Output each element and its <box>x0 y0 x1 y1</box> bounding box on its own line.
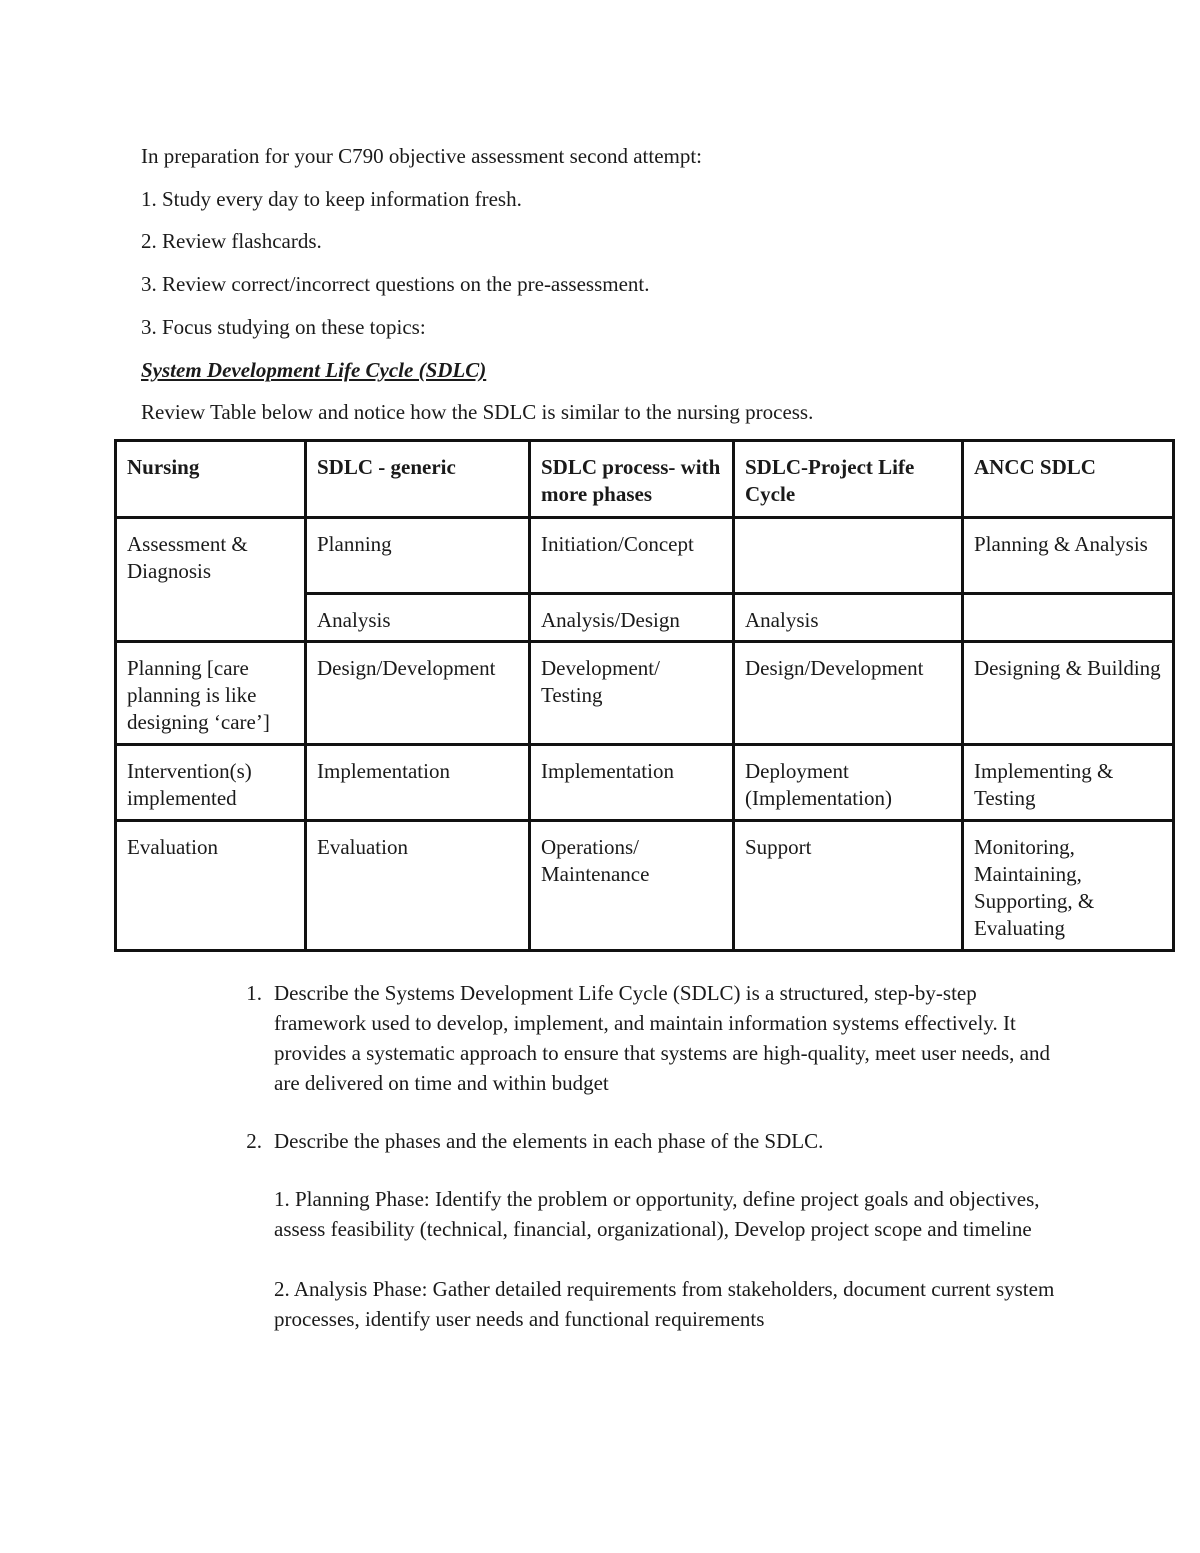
table-cell: Evaluation <box>116 821 306 951</box>
phase-item: 1. Planning Phase: Identify the problem or opportunity, define project goals and objectives, assess feasibility (technical, financial, organizational), Develop project scope and timeline <box>274 1187 1040 1241</box>
table-cell: Operations/ Maintenance <box>530 821 734 951</box>
table-cell <box>963 594 1174 642</box>
table-cell: Support <box>734 821 963 951</box>
table-cell: Evaluation <box>306 821 530 951</box>
header-cell-sdlc-generic: SDLC - generic <box>306 441 530 518</box>
table-cell: Planning [care planning is like designing ‘care’] <box>116 642 306 745</box>
table-intro-text: Review Table below and notice how the SDLC is similar to the nursing process. <box>141 400 814 424</box>
table-cell: Intervention(s) implemented <box>116 745 306 821</box>
question-text: Describe the Systems Development Life Cycle (SDLC) is a structured, step-by-step framework used to develop, implement, and maintain information systems effectively. It provides a systematic approach to ensure that systems are high-quality, meet user needs, and are delivered on time and within budget <box>274 981 1050 1095</box>
step-item: 2. Review flashcards. <box>141 229 322 253</box>
table-cell: Designing & Building <box>963 642 1174 745</box>
table-cell: Deployment (Implementation) <box>734 745 963 821</box>
table-cell: Implementation <box>530 745 734 821</box>
table-row <box>116 518 1174 594</box>
header-cell-sdlc-process: SDLC process- with more phases <box>530 441 734 518</box>
table-cell: Planning <box>306 518 530 594</box>
table-cell: Planning & Analysis <box>963 518 1174 594</box>
table-cell: Development/ Testing <box>530 642 734 745</box>
table-cell: Design/Development <box>306 642 530 745</box>
intro-text: In preparation for your C790 objective assessment second attempt: <box>141 144 703 168</box>
question-item <box>232 978 1062 1098</box>
question-number: 2. <box>246 1129 262 1153</box>
question-number: 1. <box>246 981 262 1005</box>
section-heading: System Development Life Cycle (SDLC) <box>141 358 487 382</box>
table-row <box>116 745 1174 821</box>
question-item <box>232 1126 1062 1156</box>
table-cell <box>734 518 963 594</box>
table-row <box>116 642 1174 745</box>
table-cell: Implementing & Testing <box>963 745 1174 821</box>
phase-item: 2. Analysis Phase: Gather detailed requirements from stakeholders, document current system processes, identify user needs and functional requirements <box>274 1277 1055 1331</box>
header-cell-ancc-sdlc: ANCC SDLC <box>963 441 1174 518</box>
table-row <box>116 821 1174 951</box>
table-cell: Analysis <box>306 594 530 642</box>
step-item: 1. Study every day to keep information fresh. <box>141 187 522 211</box>
table-cell: Analysis/Design <box>530 594 734 642</box>
sdlc-comparison-table <box>114 439 1175 952</box>
step-item: 3. Focus studying on these topics: <box>141 315 426 339</box>
table-cell: Assessment & Diagnosis <box>116 518 306 642</box>
table-cell: Analysis <box>734 594 963 642</box>
header-cell-nursing: Nursing <box>116 441 306 518</box>
table-cell: Initiation/Concept <box>530 518 734 594</box>
header-cell-sdlc-project-life-cycle: SDLC-Project Life Cycle <box>734 441 963 518</box>
table-cell: Monitoring, Maintaining, Supporting, & Evaluating <box>963 821 1174 951</box>
table-cell: Design/Development <box>734 642 963 745</box>
table-cell: Implementation <box>306 745 530 821</box>
question-text: Describe the phases and the elements in each phase of the SDLC. <box>274 1129 824 1153</box>
step-item: 3. Review correct/incorrect questions on the pre-assessment. <box>141 272 650 296</box>
table-header-row <box>116 441 1174 518</box>
